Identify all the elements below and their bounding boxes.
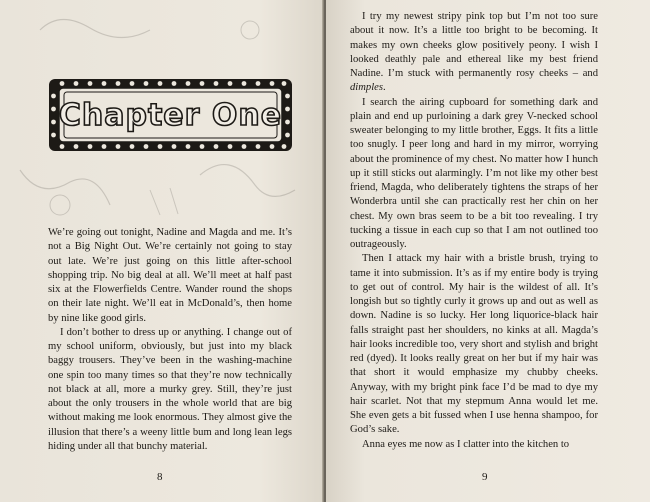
page-number: 8 (157, 471, 163, 483)
paragraph: I search the airing cupboard for something dark and plain and end up purloining a dark grey V-necked school sweater belonging to my little brother, Eggs. It fits a little too snugly. I peer long and hard in my mirror, worrying about the prominence of my chest. No matter how I hunch up it still sticks out alarmingly. I’m not like my other best friend, Magda, who deliberately tightens the straps of her Wonderbra until she can practically rest her chin on her chest. My own bras seem to be a bit too revealing. I try tucking a tissue in each cup so that I am not outlined too outrageously. (350, 96, 598, 250)
paragraph: Then I attack my hair with a bristle brush, trying to tame it into submission. It’s as if my entire body is trying to get out of control. My hair is the wildest of all. It’s longish but so tightly curly it grows up and out as well as down. Nadine is so lucky. Her long liquorice-black hair falls straight past her shoulders, no kinks at all. Magda’s hair looks incredible too, very short and stylish and bright red (dyed). It looks really great on her but if my hair was that short it would emphasize my chubby cheeks. Anyway, with my bright pink face I’d be mad to dye my hair scarlet. Not that my stepmum Anna would let me. She even gets a bit fussed when I use henna shampoo, for God’s sake. (350, 253, 598, 436)
paragraph: I don’t bother to dress up or anything. I change out of my school uniform, obviously, but just into my black baggy trousers. They’ve been in the washing-machine one spin too many times so that they’re now technically not black at all, more a murky grey. Still, they’re just about the only trousers in the whole world that are big without making me look enormous. They almost give the illusion that there’s a weeny little bum and long lean legs hiding under all that bunchy material. (48, 326, 292, 452)
page-number: 9 (482, 471, 488, 483)
paragraph-text: I try my newest stripy pink top but I’m not too sure about it now. It’s a little too bright to be becoming. It makes my own cheeks glow positively peony. I wish I looked deathly pale and ethereal like my best friend Nadine. I’m stuck with permanently rosy cheeks – and (350, 11, 598, 79)
chapter-title: Chapter One (58, 97, 283, 133)
paragraph: We’re going out tonight, Nadine and Magda and me. It’s not a Big Night Out. We’re certainly not going to stay out late. We’re just going on this little after-school shopping trip. No big deal at all. We’ll meet at half past six at the Flowerfields Centre. Wander round the shops on their late night. We’ll eat in McDonald’s, then home by nine like good girls. (48, 227, 292, 324)
body-text-right (350, 10, 598, 452)
body-text-left (48, 226, 292, 454)
right-page (326, 0, 650, 502)
chapter-heading-box (48, 78, 293, 152)
paragraph (350, 10, 598, 96)
paragraph: Anna eyes me now as I clatter into the kitchen to (362, 438, 570, 450)
paragraph-text: . (382, 82, 386, 94)
emphasis-text: dimples (350, 82, 383, 94)
left-page (0, 0, 324, 502)
